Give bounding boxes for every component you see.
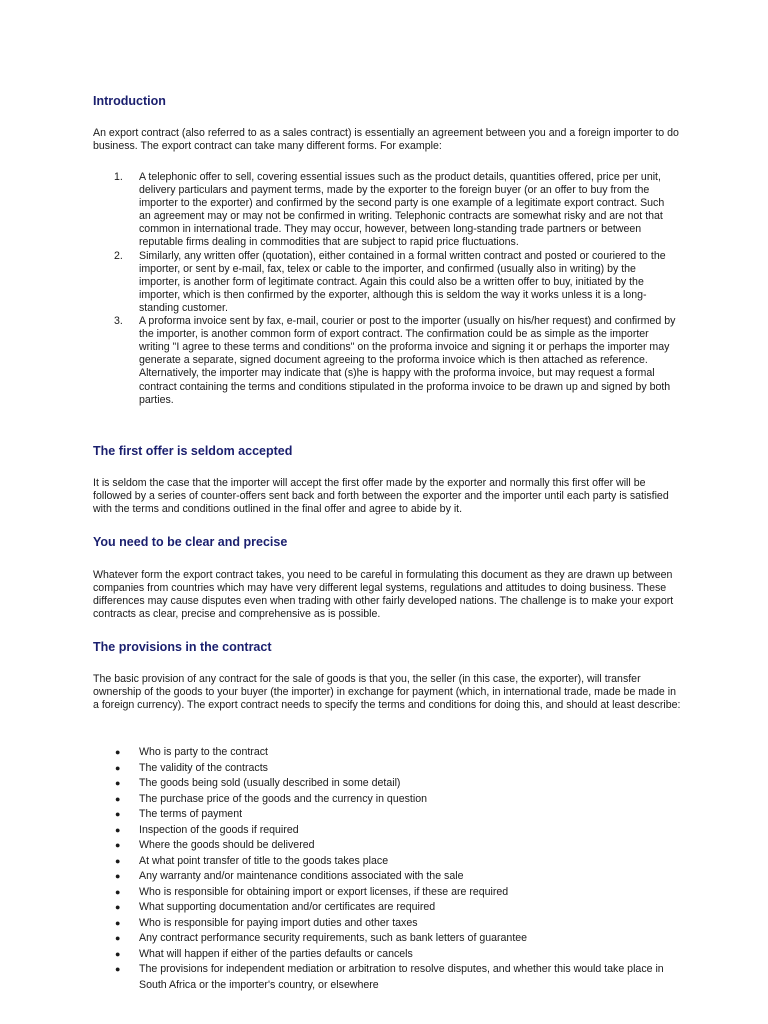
bullet-icon: ● — [115, 824, 121, 835]
provisions-list — [0, 745, 677, 993]
bullet-icon: ● — [115, 902, 121, 912]
bullet-icon: ● — [115, 793, 121, 804]
list-item: ● The terms of payment — [0, 807, 677, 823]
bullet-icon: ● — [115, 917, 121, 928]
bullet-icon: ● — [115, 840, 121, 850]
list-item: 1. A telephonic offer to sell, covering essential issues such as the product details, quantities offered, price per unit, delivery particulars and payment terms, made by the exporter to the foreign buyer (or an offer to buy from the importer to the exporter) and confirmed by the second party is one example of a legitimate export contract. Such an agreement may or may not be confirmed in writing. Telephonic contracts are somewhat risky and are not that common in international trade. They may occur, however, between long-standing trade partners or between reputable firms dealing in commodities that are subject to rapid price fluctuations. — [114, 171, 665, 249]
list-item: ● Who is responsible for obtaining import or export licenses, if these are required — [0, 885, 677, 901]
list-item: 3. A proforma invoice sent by fax, e-mail, courier or post to the importer (usually on his/her request) and confirmed by the importer, is another common form of export contract. The confirmation could be as simple as the importer writing "I agree to these terms and conditions" on the proforma invoice and signing it or perhaps the importer may generate a separate, signed document agreeing to the proforma invoice which is then attached as reference. Alternatively, the importer may indicate that (s)he is happy with the proforma invoice, but may request a formal contract containing the terms and conditions stipulated in the proforma invoice to be drawn up and signed by both parties. — [114, 315, 676, 406]
list-item: 2. Similarly, any written offer (quotation), either contained in a formal written contract and posted or couriered to the importer, or sent by e-mail, fax, telex or cable to the importer, and confirmed (usually also in writing) by the importer, is another form of legitimate contract. Again this could also be a written offer to buy, initiated by the importer, which is then confirmed by the exporter, although this is seldom the way it works unless it is a long-standing customer. — [114, 249, 666, 314]
clear-paragraph: Whatever form the export contract takes, you need to be careful in formulating this document as they are drawn up between companies from countries which may have very different legal systems, regulations and attitudes to doing business. These differences may cause disputes even when trading with other fairly developed nations. The challenge is to make your export contracts as clear, precise and comprehensive as is possible. — [93, 569, 674, 621]
bullet-icon: ● — [115, 964, 121, 974]
list-item: ● The goods being sold (usually described in some detail) — [0, 776, 677, 792]
list-item: ● Where the goods should be delivered — [0, 838, 677, 854]
list-item: ● The validity of the contracts — [0, 761, 677, 777]
bullet-icon: ● — [115, 886, 121, 897]
bullet-icon: ● — [115, 778, 121, 788]
list-item: ● The purchase price of the goods and the currency in question — [0, 792, 677, 808]
list-item: ● What supporting documentation and/or certificates are required — [0, 900, 677, 916]
heading-introduction: Introduction — [93, 94, 166, 108]
list-item: ● Any warranty and/or maintenance conditions associated with the sale — [0, 869, 677, 885]
intro-paragraph: An export contract (also referred to as a sales contract) is essentially an agreement between you and a foreign importer to do business. The export contract can take many different forms. For example: — [93, 127, 679, 153]
bullet-icon: ● — [115, 762, 121, 773]
list-item: ● The provisions for independent mediation or arbitration to resolve disputes, and whether this would take place in South Africa or the importer's country, or elsewhere — [115, 963, 664, 991]
bullet-icon: ● — [115, 948, 121, 959]
contract-forms-list — [0, 171, 677, 407]
bullet-icon: ● — [115, 855, 121, 866]
heading-first-offer: The first offer is seldom accepted — [93, 444, 293, 458]
bullet-icon: ● — [115, 809, 121, 819]
bullet-icon: ● — [115, 747, 121, 757]
list-item: ● What will happen if either of the parties defaults or cancels — [0, 947, 677, 963]
list-item: ● Inspection of the goods if required — [0, 823, 677, 839]
heading-clear-precise: You need to be clear and precise — [93, 535, 288, 549]
first-offer-paragraph: It is seldom the case that the importer will accept the first offer made by the exporter and normally this first offer will be followed by a series of counter-offers sent back and forth between the exporter and the importer until each party is satisfied with the terms and conditions outlined in the final offer and agree to abide by it. — [93, 477, 669, 516]
provisions-paragraph: The basic provision of any contract for the sale of goods is that you, the seller (in this case, the exporter), will transfer ownership of the goods to your buyer (the importer) in exchange for payment (which, in international trade, made be made in a foreign currency). The export contract needs to specify the terms and conditions for doing this, and should at least describe: — [93, 673, 681, 712]
list-item: ● Any contract performance security requirements, such as bank letters of guarantee — [0, 931, 677, 947]
bullet-icon: ● — [115, 871, 121, 881]
list-item: ● At what point transfer of title to the goods takes place — [0, 854, 677, 870]
heading-provisions: The provisions in the contract — [93, 640, 272, 654]
list-item: ● Who is responsible for paying import duties and other taxes — [0, 916, 677, 932]
bullet-icon: ● — [115, 933, 121, 943]
list-item: ● Who is party to the contract — [0, 745, 677, 761]
